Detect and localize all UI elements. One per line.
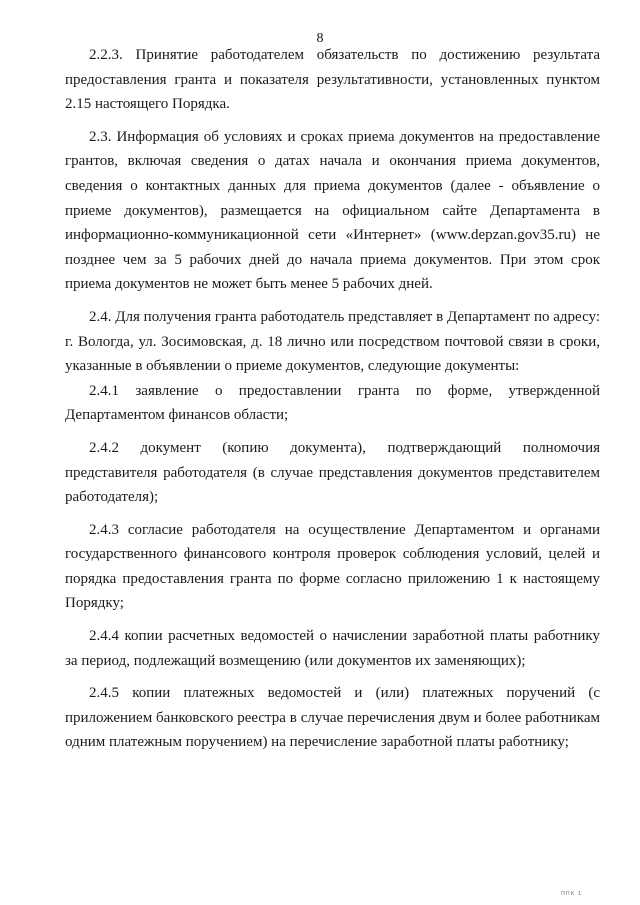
paragraph-2-4-5: 2.4.5 копии платежных ведомостей и (или) платежных поручений (с приложением банковского реестра в случае перечисления двум и более работникам одним платежным поручением) на перечисление заработной платы работнику;: [65, 685, 600, 751]
footer-mark: ППК 1: [561, 891, 582, 897]
paragraph-2-2-3: 2.2.3. Принятие работодателем обязательств по достижению результата предоставления гранта и показателя результативности, установленных пунктом 2.15 настоящего Порядка.: [65, 47, 600, 113]
paragraph-2-4-4: 2.4.4 копии расчетных ведомостей о начислении заработной платы работнику за период, подлежащий возмещению (или документов их заменяющих);: [65, 628, 600, 669]
paragraph-2-4-3: 2.4.3 согласие работодателя на осуществление Департаментом и органами государственного финансового контроля проверок соблюдения условий, целей и порядка предоставления гранта по форме согласно приложению 1 к настоящему Порядку;: [65, 521, 600, 612]
paragraph-2-4-2: 2.4.2 документ (копию документа), подтверждающий полномочия представителя работодателя (в случае представления документов представителем работодателя);: [65, 439, 600, 506]
document-body: [65, 43, 600, 755]
page-number: 8: [316, 31, 324, 46]
paragraph-2-3: 2.3. Информация об условиях и сроках приема документов на предоставление грантов, включая сведения о датах начала и окончания приема документов, сведения о контактных данных для приема документов (далее - объявление о приеме документов), размещается на официальном сайте Департамента в информационно-коммуникационной сети «Интернет» (www.depzan.gov35.ru) не позднее чем за 5 рабочих дней до начала приема документов. При этом срок приема документов не может быть менее 5 рабочих дней.: [65, 128, 600, 293]
paragraph-2-4-1: 2.4.1 заявление о предоставлении гранта по форме, утвержденной Департаментом финансов области;: [65, 382, 600, 424]
paragraph-2-4: 2.4. Для получения гранта работодатель представляет в Департамент по адресу: г. Вологда, ул. Зосимовская, д. 18 лично или посредством почтовой связи в сроки, указанные в объявлении о приеме документов, следующие документы:: [65, 308, 600, 375]
